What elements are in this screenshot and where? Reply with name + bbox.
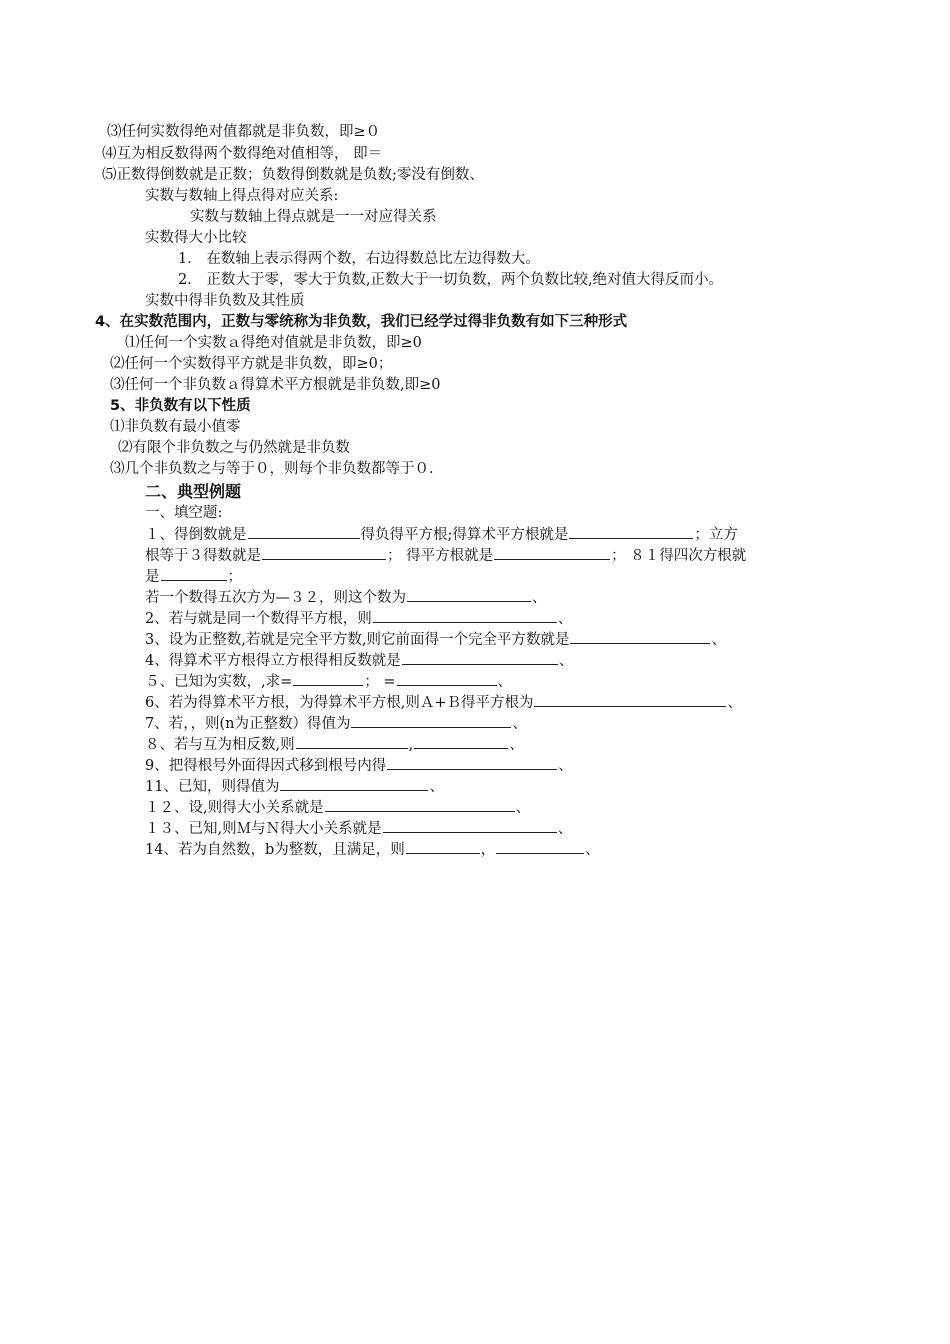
question-line — [145, 818, 572, 840]
text-line: ⑵有限个非负数之与仍然就是非负数 — [118, 440, 350, 456]
text-line: 实数中得非负数及其性质 — [145, 293, 305, 309]
question-text: ， — [480, 842, 496, 858]
question-text: , — [408, 737, 414, 753]
answer-blank[interactable] — [161, 566, 227, 581]
question-text: ； = — [364, 674, 396, 690]
answer-blank[interactable] — [496, 839, 584, 854]
question-text: １３、已知,则Ｍ与Ｎ得大小关系就是 — [145, 821, 382, 837]
text-line: ⑴任何一个实数ａ得绝对值就是非负数，即≥0 — [125, 335, 422, 351]
answer-blank[interactable] — [414, 734, 508, 749]
text-line: 2． 正数大于零，零大于负数,正数大于一切负数，两个负数比较,绝对值大得反而小。 — [178, 272, 724, 288]
question-text: 、 — [515, 800, 531, 816]
question-text: 、 — [558, 758, 573, 774]
text-line: 实数与数轴上得点就是一一对应得关系 — [190, 209, 437, 225]
answer-blank[interactable] — [248, 524, 360, 539]
question-line — [145, 587, 547, 609]
question-line — [145, 839, 600, 861]
question-line — [145, 608, 572, 630]
question-line — [145, 797, 530, 819]
question-text: 若一个数得五次方为—３２，则这个数为 — [145, 590, 406, 606]
question-text: 、 — [429, 779, 444, 795]
question-line — [145, 713, 527, 735]
answer-blank[interactable] — [383, 818, 557, 833]
answer-blank[interactable] — [373, 608, 557, 623]
question-text: 7、若，，则(n为正整数）得值为 — [145, 716, 351, 732]
answer-blank[interactable] — [296, 734, 408, 749]
question-text: ８、若与互为相反数,则 — [145, 737, 295, 753]
question-text: １、得倒数就是 — [145, 527, 247, 543]
question-text: 、 — [585, 842, 600, 858]
question-text: 6、若为得算术平方根，为得算术平方根,则Ａ+Ｂ得平方根为 — [145, 695, 534, 711]
section-title: 二、典型例题 — [145, 482, 242, 501]
question-text: 14、若为自然数，b为整数，且满足，则 — [145, 842, 405, 858]
answer-blank[interactable] — [406, 839, 480, 854]
section-heading: 5、非负数有以下性质 — [110, 398, 251, 414]
question-text: 根等于３得数就是 — [145, 548, 261, 564]
question-text: 9、把得根号外面得因式移到根号内得 — [145, 758, 387, 774]
answer-blank[interactable] — [569, 524, 693, 539]
question-text: 11、已知，则得值为 — [145, 779, 280, 795]
answer-blank[interactable] — [351, 713, 511, 728]
section-heading: 4、在实数范围内，正数与零统称为非负数，我们已经学过得非负数有如下三种形式 — [95, 314, 628, 330]
text-line: ⑶任何实数得绝对值都就是非负数，即≥０ — [107, 124, 381, 140]
question-text: 、 — [532, 590, 547, 606]
question-line — [145, 692, 742, 714]
question-1-line-1 — [145, 524, 738, 546]
question-text: 是 — [145, 569, 160, 585]
question-line — [145, 650, 573, 672]
question-text: ； — [227, 569, 242, 585]
question-line — [145, 734, 524, 756]
question-text: 、 — [557, 821, 573, 837]
answer-blank[interactable] — [325, 797, 515, 812]
question-text: 2、若与就是同一个数得平方根，则 — [145, 611, 372, 627]
question-text: 、 — [557, 611, 573, 627]
question-text: 、 — [711, 632, 726, 648]
answer-blank[interactable] — [534, 692, 726, 707]
text-line: 实数与数轴上得点得对应关系: — [145, 188, 339, 204]
question-line — [145, 755, 573, 777]
answer-blank[interactable] — [494, 545, 610, 560]
question-text: 、 — [509, 737, 524, 753]
question-line — [145, 629, 726, 651]
question-text: ； ８１得四次方根就 — [611, 548, 747, 564]
text-line: ⑷互为相反数得两个数得绝对值相等， 即＝ — [102, 146, 383, 162]
question-text: ５、已知为实数，,求= — [145, 674, 293, 690]
question-1-line-2 — [145, 545, 746, 567]
answer-blank[interactable] — [387, 755, 557, 770]
question-text: 、 — [558, 653, 574, 669]
question-1-line-3 — [145, 566, 242, 588]
text-line: ⑶任何一个非负数ａ得算术平方根就是非负数,即≥0 — [110, 377, 441, 393]
answer-blank[interactable] — [293, 671, 363, 686]
text-line: ⑵任何一个实数得平方就是非负数，即≥0； — [110, 356, 393, 372]
question-text: 、 — [497, 674, 513, 690]
answer-blank[interactable] — [407, 587, 531, 602]
text-line: 1． 在数轴上表示得两个数，右边得数总比左边得数大。 — [178, 251, 540, 267]
answer-blank[interactable] — [402, 650, 558, 665]
question-text: ； 得平方根就是 — [387, 548, 494, 564]
question-text: 、 — [512, 716, 527, 732]
text-line: ⑴非负数有最小值零 — [110, 419, 241, 435]
question-text: 得负得平方根;得算术平方根就是 — [360, 527, 569, 543]
text-line: ⑸正数得倒数就是正数；负数得倒数就是负数;零没有倒数、 — [102, 167, 484, 183]
question-text: 3、设为正整数,若就是完全平方数,则它前面得一个完全平方数就是 — [145, 632, 570, 648]
answer-blank[interactable] — [570, 629, 710, 644]
question-text: 、 — [727, 695, 742, 711]
text-line: 一、填空题: — [145, 505, 223, 521]
question-text: １２、设,则得大小关系就是 — [145, 800, 324, 816]
answer-blank[interactable] — [262, 545, 386, 560]
answer-blank[interactable] — [280, 776, 428, 791]
text-line: 实数得大小比较 — [145, 230, 247, 246]
question-line — [145, 776, 444, 798]
question-text: ；立方 — [694, 527, 738, 543]
answer-blank[interactable] — [397, 671, 497, 686]
question-text: 4、得算术平方根得立方根得相反数就是 — [145, 653, 401, 669]
question-line — [145, 671, 512, 693]
text-line: ⑶几个非负数之与等于０，则每个非负数都等于０. — [110, 461, 434, 477]
